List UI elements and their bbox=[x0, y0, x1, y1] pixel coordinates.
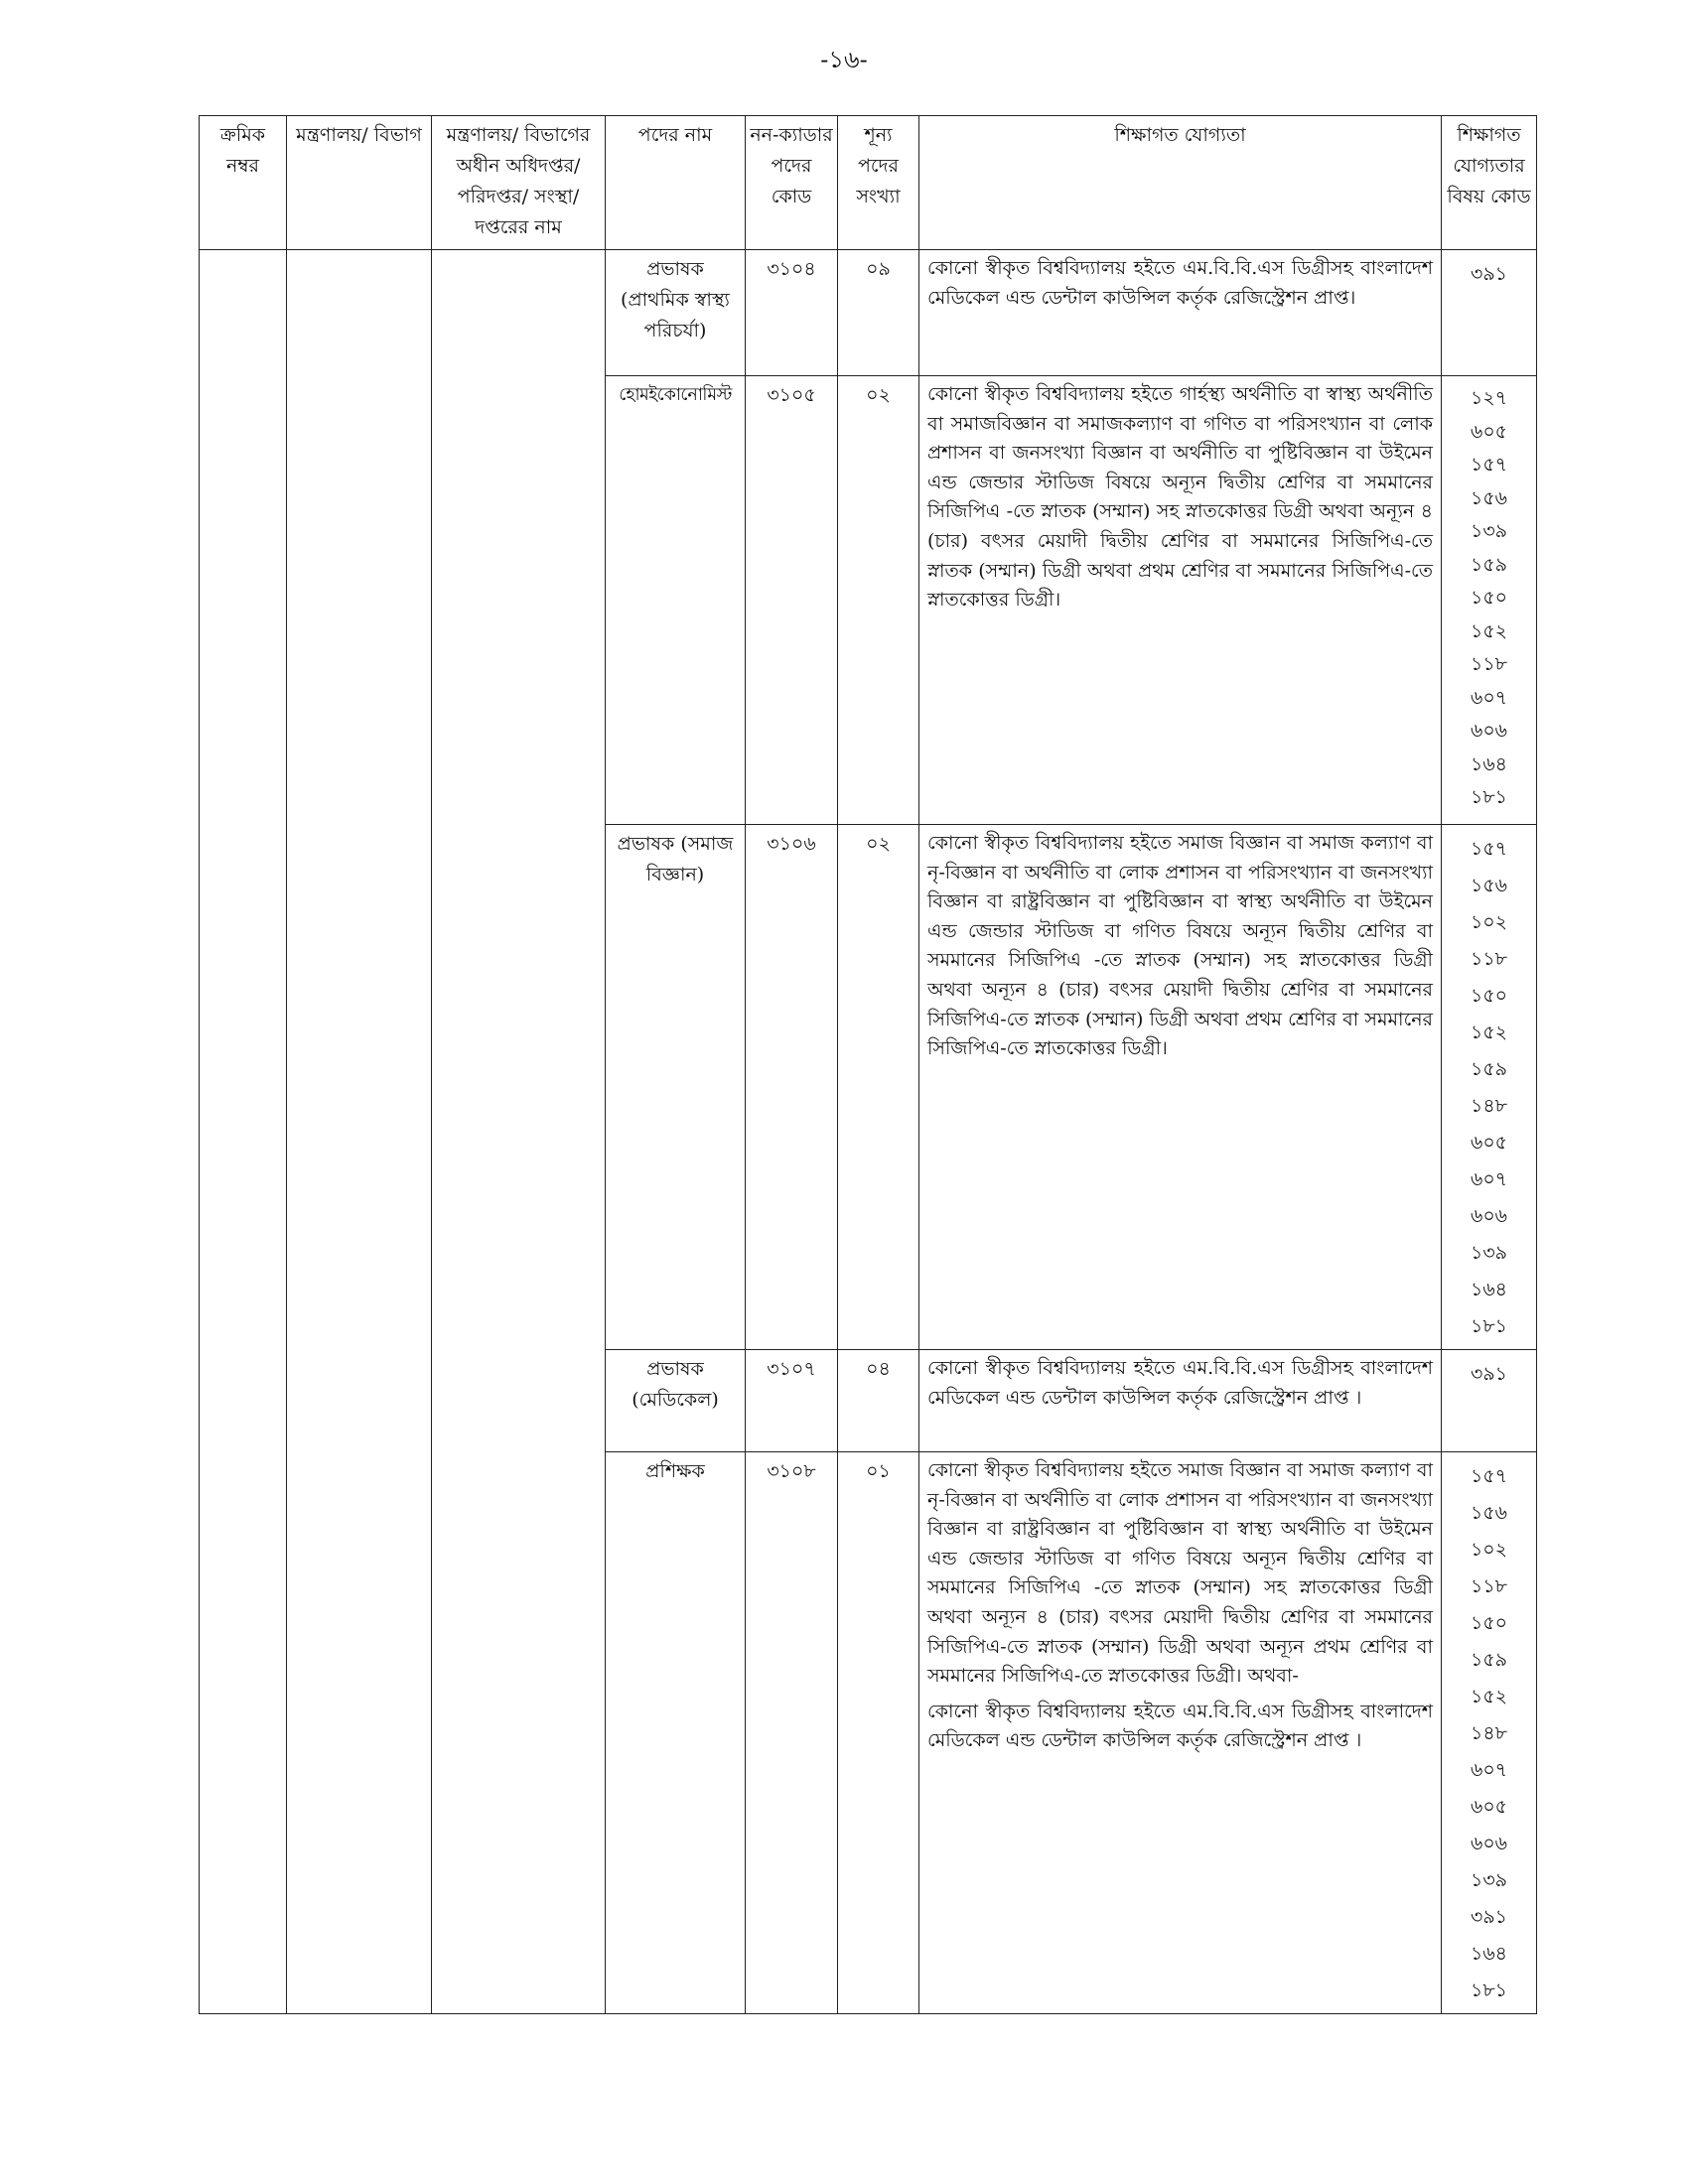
subject-code: ১৫৬ bbox=[1470, 875, 1507, 896]
cell-department bbox=[432, 1350, 606, 1452]
header-qualification: শিক্ষাগত যোগ্যতা bbox=[919, 116, 1442, 250]
subject-code: ১৫০ bbox=[1470, 1612, 1507, 1634]
subject-code: ৬০৫ bbox=[1470, 420, 1508, 443]
cell-department bbox=[432, 376, 606, 825]
header-vacancy: শূন্য পদের সংখ্যা bbox=[838, 116, 919, 250]
subject-code: ১০২ bbox=[1470, 1539, 1508, 1561]
cell-vacancy: ০১ bbox=[838, 1452, 919, 2014]
cell-ministry bbox=[287, 825, 432, 1350]
subject-code: ১৬৪ bbox=[1470, 752, 1507, 775]
subject-code: ৬০৫ bbox=[1470, 1132, 1508, 1154]
cell-qualification bbox=[919, 376, 1442, 825]
header-ministry: মন্ত্রণালয়/ বিভাগ bbox=[287, 116, 432, 250]
table-header-row bbox=[200, 116, 1537, 250]
subject-code: ১৮১ bbox=[1471, 786, 1507, 808]
cell-vacancy: ০৪ bbox=[838, 1350, 919, 1452]
subject-code: ৬০৫ bbox=[1470, 1796, 1508, 1818]
cell-serial bbox=[200, 1350, 287, 1452]
cell-post-code: ৩১০৪ bbox=[746, 250, 838, 376]
cell-post-code: ৩১০৭ bbox=[746, 1350, 838, 1452]
cell-serial bbox=[200, 376, 287, 825]
cell-subject-codes bbox=[1442, 1350, 1537, 1452]
page-number: -১৬- bbox=[820, 46, 868, 73]
cell-post-code: ৩১০৫ bbox=[746, 376, 838, 825]
subject-code: ১৫৭ bbox=[1470, 454, 1507, 476]
header-post-name: পদের নাম bbox=[606, 116, 746, 250]
subject-code: ৬০৭ bbox=[1470, 686, 1508, 709]
subject-code: ১৬৪ bbox=[1470, 1279, 1507, 1300]
subject-code: ১৫৯ bbox=[1471, 1649, 1507, 1671]
subject-code: ৬০৭ bbox=[1470, 1168, 1508, 1190]
cell-vacancy: ০৯ bbox=[838, 250, 919, 376]
cell-post-name: প্রভাষক (সমাজ বিজ্ঞান) bbox=[606, 825, 746, 1350]
qualification-paragraph: কোনো স্বীকৃত বিশ্ববিদ্যালয় হইতে এম.বি.বি.এস ডিগ্রীসহ বাংলাদেশ মেডিকেল এন্ড ডেন্টাল কাউন্সিল কর্তৃক রেজিস্ট্রেশন প্রাপ্ত । bbox=[927, 1357, 1433, 1409]
cell-serial bbox=[200, 1452, 287, 2014]
cell-serial bbox=[200, 250, 287, 376]
cell-subject-codes bbox=[1442, 825, 1537, 1350]
cell-post-code: ৩১০৬ bbox=[746, 825, 838, 1350]
table-row bbox=[200, 250, 1537, 376]
cell-department bbox=[432, 1452, 606, 2014]
job-table-container bbox=[199, 115, 1536, 2014]
qualification-paragraph: কোনো স্বীকৃত বিশ্ববিদ্যালয় হইতে এম.বি.বি.এস ডিগ্রীসহ বাংলাদেশ মেডিকেল এন্ড ডেন্টাল কাউন্সিল কর্তৃক রেজিস্ট্রেশন প্রাপ্ত। bbox=[927, 257, 1433, 309]
table-row bbox=[200, 376, 1537, 825]
cell-ministry bbox=[287, 1452, 432, 2014]
cell-ministry bbox=[287, 1350, 432, 1452]
cell-department bbox=[432, 825, 606, 1350]
subject-code: ১৫৬ bbox=[1470, 486, 1507, 509]
subject-code: ৩৯১ bbox=[1470, 1906, 1507, 1928]
cell-ministry bbox=[287, 376, 432, 825]
subject-code: ১৬৪ bbox=[1470, 1943, 1507, 1965]
job-table bbox=[199, 115, 1537, 2014]
qualification-paragraph: কোনো স্বীকৃত বিশ্ববিদ্যালয় হইতে গার্হস্থ্য অর্থনীতি বা স্বাস্থ্য অর্থনীতি বা সমাজবিজ্ঞান বা সমাজকল্যাণ বা গণিত বা পরিসংখ্যান বা লোক প্রশাসন বা জনসংখ্যা বিজ্ঞান বা অর্থনীতি বা পুষ্টিবিজ্ঞান বা উইমেন এন্ড জেন্ডার স্টাডিজ বিষয়ে অন্যূন দ্বিতীয় শ্রেণির বা সমমানের সিজিপিএ -তে স্নাতক (সম্মান) সহ স্নাতকোত্তর ডিগ্রী অথবা অন্যূন ৪ (চার) বৎসর মেয়াদী দ্বিতীয় শ্রেণির বা সমমানের সিজিপিএ-তে স্নাতক (সম্মান) ডিগ্রী অথবা প্রথম শ্রেণির বা সমমানের সিজিপিএ-তে স্নাতকোত্তর ডিগ্রী। bbox=[927, 383, 1433, 612]
cell-subject-codes bbox=[1442, 376, 1537, 825]
cell-subject-codes bbox=[1442, 250, 1537, 376]
cell-serial bbox=[200, 825, 287, 1350]
cell-post-name: প্রভাষক (প্রাথমিক স্বাস্থ্য পরিচর্যা) bbox=[606, 250, 746, 376]
subject-code: ৬০৬ bbox=[1470, 1833, 1508, 1854]
subject-code: ১৫২ bbox=[1470, 619, 1507, 642]
subject-code: ১৫৯ bbox=[1471, 553, 1507, 576]
subject-code: ১৫৭ bbox=[1470, 1465, 1507, 1487]
cell-qualification bbox=[919, 1350, 1442, 1452]
table-row bbox=[200, 825, 1537, 1350]
cell-post-name: প্রশিক্ষক bbox=[606, 1452, 746, 2014]
subject-code: ১৫২ bbox=[1470, 1686, 1507, 1707]
subject-code: ১৫২ bbox=[1470, 1022, 1507, 1043]
header-subject-code: শিক্ষাগত যোগ্যতার বিষয় কোড bbox=[1442, 116, 1537, 250]
subject-code: ১৩৯ bbox=[1470, 1242, 1507, 1264]
qualification-paragraph: কোনো স্বীকৃত বিশ্ববিদ্যালয় হইতে সমাজ বিজ্ঞান বা সমাজ কল্যাণ বা নৃ-বিজ্ঞান বা অর্থনীতি বা লোক প্রশাসন বা পরিসংখ্যান বা জনসংখ্যা বিজ্ঞান বা রাষ্ট্রবিজ্ঞান বা পুষ্টিবিজ্ঞান বা স্বাস্থ্য অর্থনীতি বা উইমেন এন্ড জেন্ডার স্টাডিজ বা গণিত বিষয়ে অন্যূন দ্বিতীয় শ্রেণির বা সমমানের সিজিপিএ -তে স্নাতক (সম্মান) সহ স্নাতকোত্তর ডিগ্রী অথবা অন্যূন ৪ (চার) বৎসর মেয়াদী দ্বিতীয় শ্রেণির বা সমমানের সিজিপিএ-তে স্নাতক (সম্মান) ডিগ্রী অথবা অন্যূন প্রথম শ্রেণির বা সমমানের সিজিপিএ-তে স্নাতকোত্তর ডিগ্রী। অথবা- bbox=[927, 1459, 1433, 1688]
subject-code: ১৩৯ bbox=[1470, 1869, 1507, 1891]
cell-vacancy: ০২ bbox=[838, 376, 919, 825]
subject-code: ৬০৬ bbox=[1470, 1205, 1508, 1227]
subject-code: ১৫৯ bbox=[1471, 1058, 1507, 1080]
cell-qualification bbox=[919, 250, 1442, 376]
cell-subject-codes bbox=[1442, 1452, 1537, 2014]
subject-code: ১২৭ bbox=[1470, 387, 1508, 409]
header-serial: ক্রমিক নম্বর bbox=[200, 116, 287, 250]
cell-post-code: ৩১০৮ bbox=[746, 1452, 838, 2014]
subject-code: ১৩৯ bbox=[1470, 520, 1507, 542]
subject-code: ৬০৭ bbox=[1470, 1759, 1508, 1781]
subject-code: ১১৮ bbox=[1471, 653, 1507, 675]
subject-code: ১৫০ bbox=[1470, 985, 1507, 1007]
subject-code: ১৫৭ bbox=[1470, 838, 1507, 860]
cell-ministry bbox=[287, 250, 432, 376]
table-row bbox=[200, 1452, 1537, 2014]
subject-code: ৬০৬ bbox=[1470, 720, 1508, 742]
cell-department bbox=[432, 250, 606, 376]
subject-code: ১৪৮ bbox=[1471, 1722, 1507, 1744]
subject-code: ১৫৬ bbox=[1470, 1502, 1507, 1524]
subject-code: ১৮১ bbox=[1471, 1315, 1507, 1337]
qualification-paragraph: কোনো স্বীকৃত বিশ্ববিদ্যালয় হইতে এম.বি.বি.এস ডিগ্রীসহ বাংলাদেশ মেডিকেল এন্ড ডেন্টাল কাউন্সিল কর্তৃক রেজিস্ট্রেশন প্রাপ্ত । bbox=[927, 1700, 1433, 1752]
subject-code: ৩৯১ bbox=[1470, 263, 1507, 285]
cell-post-name: হোমইকোনোমিস্ট bbox=[606, 376, 746, 825]
table-row bbox=[200, 1350, 1537, 1452]
subject-code: ১১৮ bbox=[1471, 1575, 1507, 1597]
qualification-paragraph: কোনো স্বীকৃত বিশ্ববিদ্যালয় হইতে সমাজ বিজ্ঞান বা সমাজ কল্যাণ বা নৃ-বিজ্ঞান বা অর্থনীতি বা লোক প্রশাসন বা পরিসংখ্যান বা জনসংখ্যা বিজ্ঞান বা রাষ্ট্রবিজ্ঞান বা পুষ্টিবিজ্ঞান বা স্বাস্থ্য অর্থনীতি বা উইমেন এন্ড জেন্ডার স্টাডিজ বা গণিত বিষয়ে অন্যূন দ্বিতীয় শ্রেণির বা সমমানের সিজিপিএ -তে স্নাতক (সম্মান) সহ স্নাতকোত্তর ডিগ্রী অথবা অন্যূন ৪ (চার) বৎসর মেয়াদী দ্বিতীয় শ্রেণির বা সমমানের সিজিপিএ-তে স্নাতক (সম্মান) ডিগ্রী অথবা প্রথম শ্রেণির বা সমমানের সিজিপিএ-তে স্নাতকোত্তর ডিগ্রী। bbox=[927, 832, 1433, 1060]
subject-code: ৩৯১ bbox=[1470, 1363, 1507, 1385]
subject-code: ১৫০ bbox=[1470, 587, 1507, 609]
subject-code: ১৮১ bbox=[1471, 1979, 1507, 2001]
subject-code: ১৪৮ bbox=[1471, 1095, 1507, 1117]
subject-code: ১১৮ bbox=[1471, 948, 1507, 970]
cell-vacancy: ০২ bbox=[838, 825, 919, 1350]
cell-qualification bbox=[919, 825, 1442, 1350]
cell-post-name: প্রভাষক (মেডিকেল) bbox=[606, 1350, 746, 1452]
header-department: মন্ত্রণালয়/ বিভাগের অধীন অধিদপ্তর/ পরিদপ্তর/ সংস্থা/ দপ্তরের নাম bbox=[432, 116, 606, 250]
cell-qualification bbox=[919, 1452, 1442, 2014]
subject-code: ১০২ bbox=[1470, 911, 1508, 933]
header-post-code: নন-ক্যাডার পদের কোড bbox=[746, 116, 838, 250]
